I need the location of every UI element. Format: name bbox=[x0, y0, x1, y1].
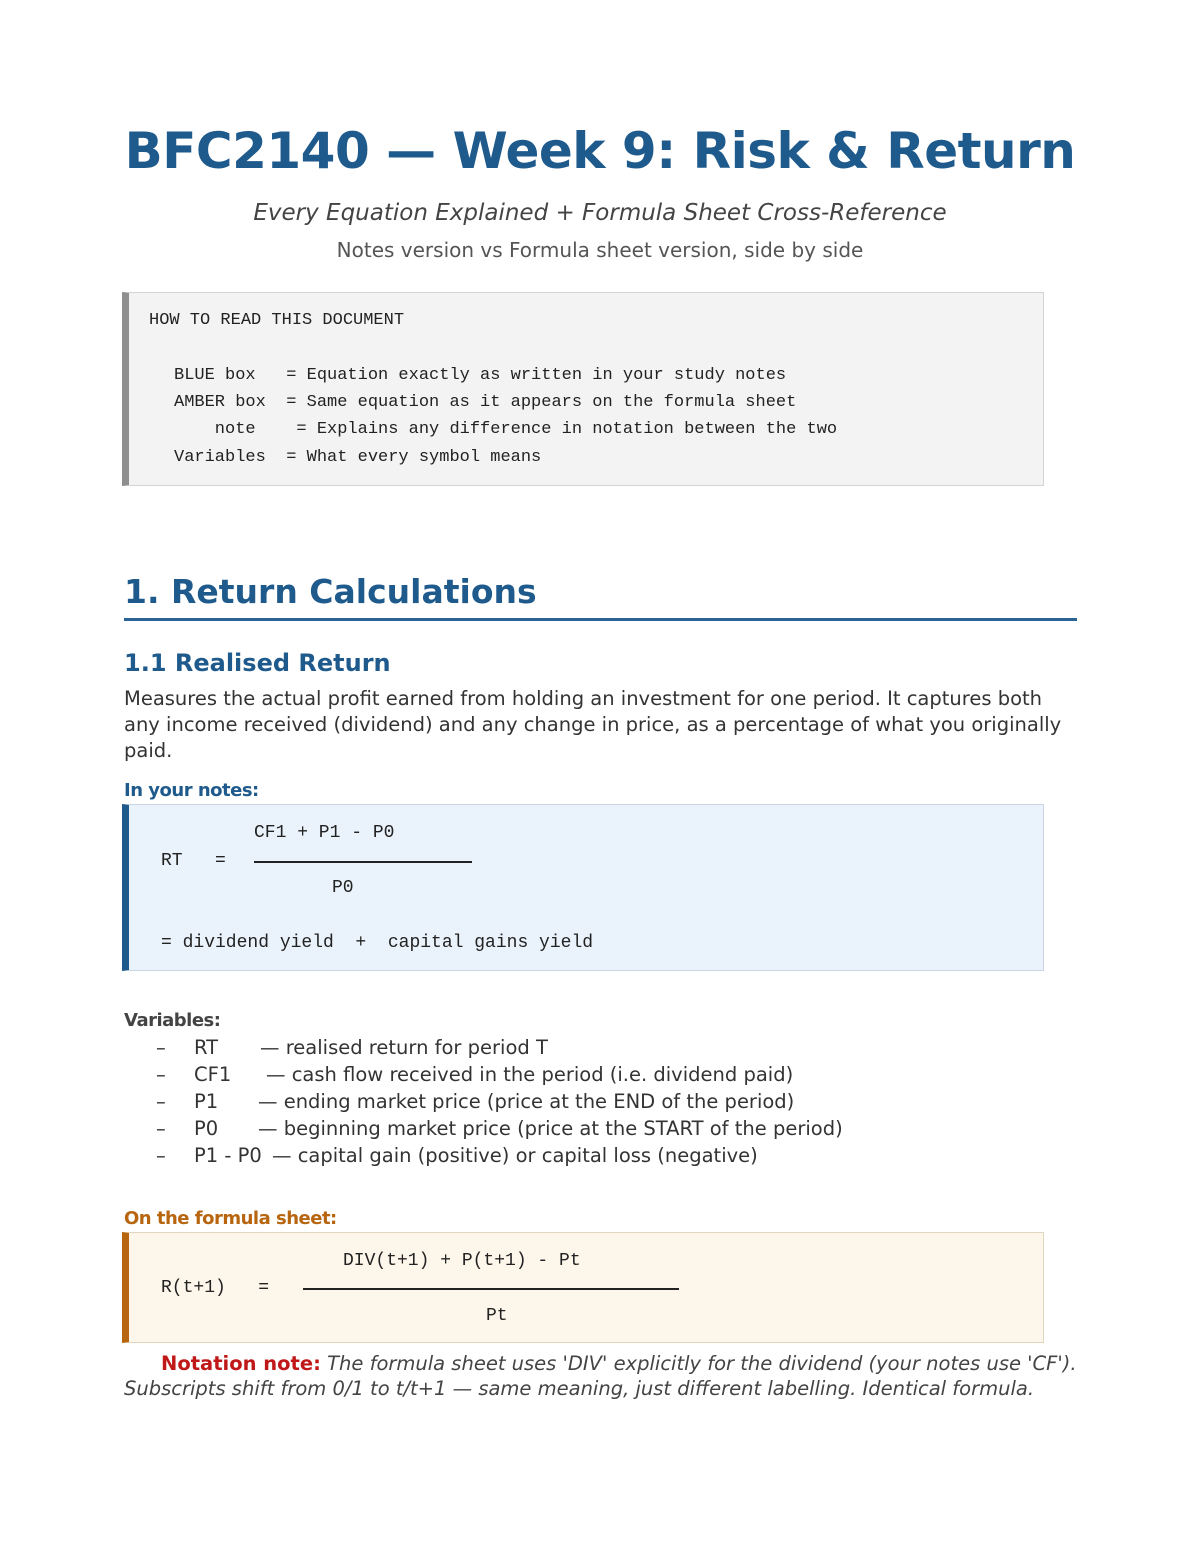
how-to-read-row: BLUE box = Equation exactly as written in your study notes bbox=[174, 366, 787, 385]
subsection-heading: 1.1 Realised Return bbox=[124, 649, 391, 677]
variable-description: — capital gain (positive) or capital loss (negative) bbox=[272, 1144, 758, 1167]
variable-symbol: CF1 bbox=[194, 1063, 232, 1086]
notes-equation-numerator: CF1 + P1 - P0 bbox=[254, 823, 395, 843]
sheet-equation-numerator: DIV(t+1) + P(t+1) - Pt bbox=[343, 1251, 581, 1271]
notation-note-label: Notation note: bbox=[161, 1352, 321, 1375]
section-divider bbox=[124, 618, 1077, 621]
section-heading: 1. Return Calculations bbox=[124, 572, 537, 611]
variable-symbol: P0 bbox=[194, 1117, 219, 1140]
variable-dash: – bbox=[156, 1036, 166, 1059]
sheet-equation-lhs: R(t+1) = bbox=[161, 1278, 270, 1298]
notes-equation-lhs: RT = bbox=[161, 851, 226, 871]
notes-equation-denominator: P0 bbox=[332, 878, 354, 898]
document-title: BFC2140 — Week 9: Risk & Return bbox=[124, 122, 1076, 180]
variable-dash: – bbox=[156, 1090, 166, 1113]
how-to-read-heading: HOW TO READ THIS DOCUMENT bbox=[149, 311, 405, 330]
document-subtitle-secondary: Notes version vs Formula sheet version, side by side bbox=[336, 238, 864, 262]
variable-symbol: P1 bbox=[194, 1090, 219, 1113]
variable-description: — realised return for period T bbox=[260, 1036, 548, 1059]
formula-sheet-label: On the formula sheet: bbox=[124, 1208, 337, 1229]
notes-fraction-bar bbox=[254, 861, 472, 863]
notation-note-text: The formula sheet uses 'DIV' explicitly for the dividend (your notes use 'CF'). Subscripts shift from 0/1 to t/t+1 — same meaning, just different labelling. Identical formula. bbox=[124, 1352, 1077, 1400]
sheet-fraction-bar bbox=[303, 1288, 679, 1290]
variable-dash: – bbox=[156, 1117, 166, 1140]
section-paragraph: Measures the actual profit earned from holding an investment for one period. It captures both any income received (dividend) and any change in price, as a percentage of what you originally paid. bbox=[124, 687, 1062, 762]
variable-description: — cash flow received in the period (i.e. dividend paid) bbox=[266, 1063, 794, 1086]
variable-description: — beginning market price (price at the START of the period) bbox=[258, 1117, 843, 1140]
variable-description: — ending market price (price at the END of the period) bbox=[258, 1090, 795, 1113]
how-to-read-row: Variables = What every symbol means bbox=[174, 448, 542, 467]
variable-dash: – bbox=[156, 1063, 166, 1086]
notes-label: In your notes: bbox=[124, 780, 259, 801]
notes-equation-line2: = dividend yield + capital gains yield bbox=[161, 933, 594, 953]
how-to-read-row: AMBER box = Same equation as it appears on the formula sheet bbox=[174, 393, 797, 412]
variable-symbol: RT bbox=[194, 1036, 219, 1059]
variable-symbol: P1 - P0 bbox=[194, 1144, 262, 1167]
notation-note bbox=[124, 1351, 1084, 1401]
how-to-read-box bbox=[122, 292, 1044, 486]
formula-sheet-equation-box bbox=[122, 1232, 1044, 1343]
variable-dash: – bbox=[156, 1144, 166, 1167]
variables-label: Variables: bbox=[124, 1010, 221, 1031]
notes-equation-box bbox=[122, 804, 1044, 971]
sheet-equation-denominator: Pt bbox=[486, 1306, 508, 1326]
how-to-read-row: note = Explains any difference in notation between the two bbox=[174, 420, 838, 439]
document-subtitle: Every Equation Explained + Formula Sheet Cross-Reference bbox=[253, 200, 947, 226]
